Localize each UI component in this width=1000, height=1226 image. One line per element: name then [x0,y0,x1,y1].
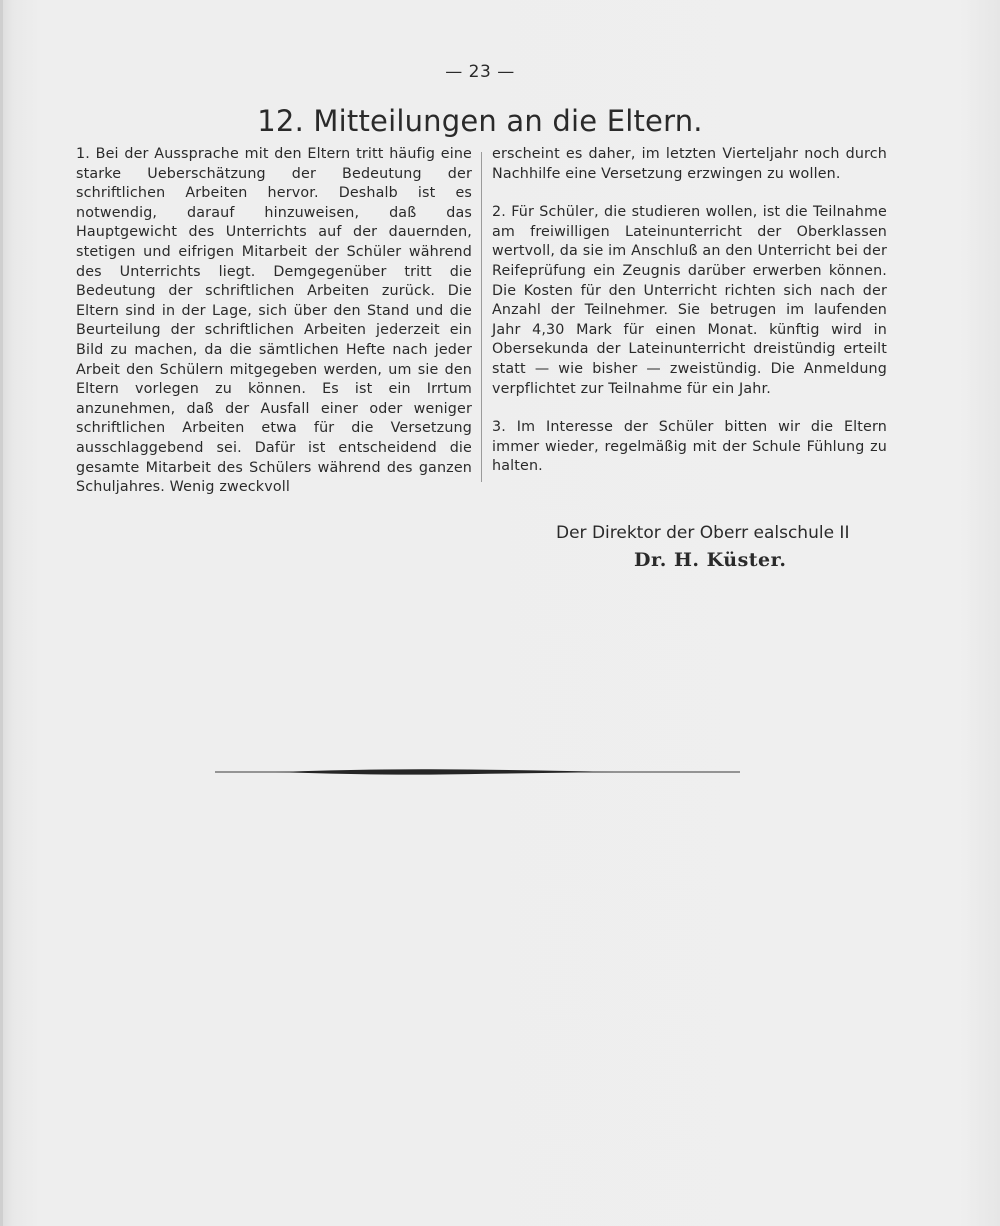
paragraph-2: 2. Für Schüler, die studieren wollen, ist die Teilnahme am freiwilligen Lateinunterricht der Oberklassen wertvoll, da sie im Anschluß an den Unterricht bei der Reifeprüfung ein Zeugnis darüber erwerben können. Die Kosten für den Unterricht richten sich nach der Anzahl der Teilnehmer. Sie betrugen im laufenden Jahr 4,30 Mark für einen Monat. künftig wird in Obersekunda der Lateinunterricht dreistündig erteilt statt — wie bisher — zweistündig. Die Anmeldung verpflichtet zur Teilnahme für ein Jahr. [492,204,887,397]
signature-name: Dr. H. Küster. [634,549,787,571]
column-divider [481,152,482,482]
end-rule-ornament [215,767,740,777]
signature-title: Der Direktor der Oberr ealschule II [556,523,850,543]
binding-edge [0,0,3,1226]
signature-block [556,523,886,571]
paragraph-3: 3. Im Interesse der Schüler bitten wir die Eltern immer wieder, regelmäßig mit der Schule Fühlung zu halten. [492,419,887,475]
paragraph-1-continuation: erscheint es daher, im letzten Vierteljahr noch durch Nachhilfe eine Versetzung erzwingen zu wollen. [492,146,887,182]
left-column [76,145,472,498]
section-heading: 12. Mitteilungen an die Eltern. [257,104,703,138]
right-column [492,145,887,477]
page-number: — 23 — [445,62,515,82]
paragraph-1: 1. Bei der Aussprache mit den Eltern tritt häufig eine starke Ueberschätzung der Bedeutung der schriftlichen Arbeiten hervor. Deshalb ist es notwendig, darauf hinzuweisen, daß das Hauptgewicht des Unterrichts auf der dauernden, stetigen und eifrigen Mitarbeit der Schüler während des Unterrichts liegt. Demgegenüber tritt die Bedeutung der schriftlichen Arbeiten zurück. Die Eltern sind in der Lage, sich über den Stand und die Beurteilung der schriftlichen Arbeiten jederzeit ein Bild zu machen, da die sämtlichen Hefte nach jeder Arbeit den Schülern mitgegeben werden, um sie den Eltern vorlegen zu können. Es ist ein Irrtum anzunehmen, daß der Ausfall einer oder weniger schriftlichen Arbeiten etwa für die Versetzung ausschlaggebend sei. Dafür ist entscheidend die gesamte Mitarbeit des Schülers während des ganzen Schuljahres. Wenig zweckvoll [76,146,472,496]
